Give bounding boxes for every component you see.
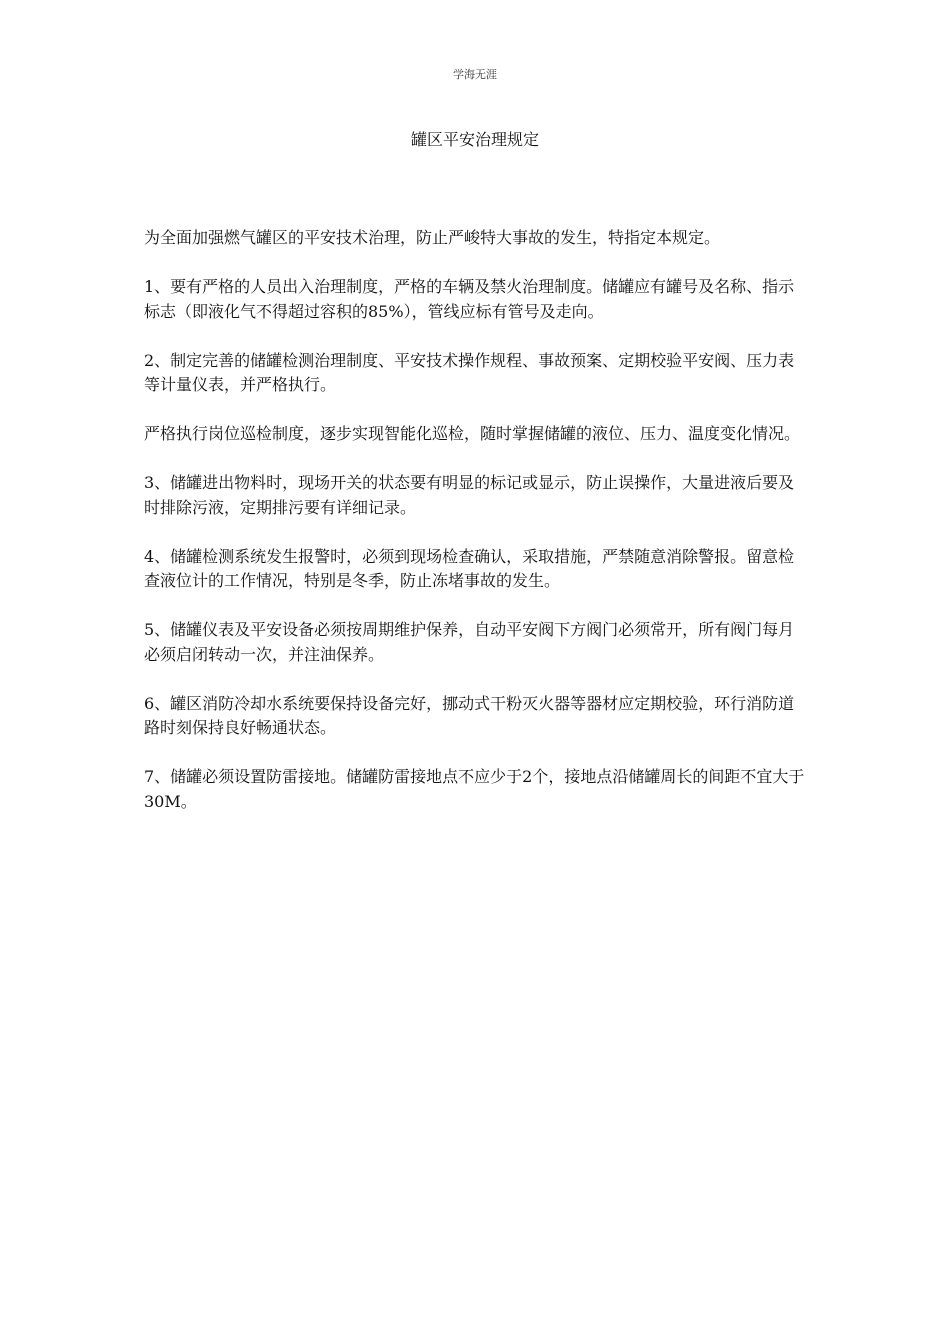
paragraph-3: 3、储罐进出物料时，现场开关的状态要有明显的标记或显示，防止误操作，大量进液后要及时排除污液，定期排污要有详细记录。 (144, 473, 795, 517)
paragraph-4: 4、储罐检测系统发生报警时，必须到现场检查确认，采取措施，严禁随意消除警报。留意检查液位计的工作情况，特别是冬季，防止冻堵事故的发生。 (144, 546, 795, 590)
paragraph-inspection: 严格执行岗位巡检制度，逐步实现智能化巡检，随时掌握储罐的液位、压力、温度变化情况。 (144, 424, 801, 443)
page-header: 学海无涯 (453, 68, 497, 81)
paragraph-intro: 为全面加强燃气罐区的平安技术治理，防止严峻特大事故的发生，特指定本规定。 (144, 228, 721, 247)
document-title: 罐区平安治理规定 (410, 130, 539, 149)
document-body (144, 226, 808, 839)
paragraph-7: 7、储罐必须设置防雷接地。储罐防雷接地点不应少于2个，接地点沿储罐周长的间距不宜大于30M。 (144, 767, 805, 811)
paragraph-1: 1、要有严格的人员出入治理制度，严格的车辆及禁火治理制度。储罐应有罐号及名称、指示标志（即液化气不得超过容积的85%），管线应标有管号及走向。 (144, 277, 795, 321)
paragraph-5: 5、储罐仪表及平安设备必须按周期维护保养，自动平安阀下方阀门必须常开，所有阀门每月必须启闭转动一次，并注油保养。 (144, 620, 795, 664)
paragraph-2: 2、制定完善的储罐检测治理制度、平安技术操作规程、事故预案、定期校验平安阀、压力表等计量仪表，并严格执行。 (144, 350, 795, 394)
paragraph-6: 6、罐区消防冷却水系统要保持设备完好，挪动式干粉灭火器等器材应定期校验，环行消防道路时刻保持良好畅通状态。 (144, 693, 795, 737)
